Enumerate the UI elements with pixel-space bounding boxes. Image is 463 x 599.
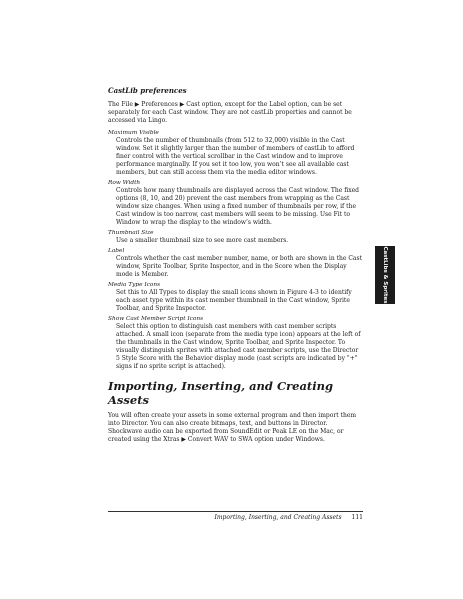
definition-term: Media Type Icons	[108, 282, 161, 288]
definition-description: Controls how many thumbnails are displayed across the Cast window. The fixed options (8, 10, and 20) prevent the cast members from wrapping as the Cast window size changes. When using a fixed number of thumbnails per row, if the Cast window is too narrow, cast members will seem to be missing. Use Fit to Window to wrap the display to the window’s width.	[116, 187, 360, 226]
definition-description: Use a smaller thumbnail size to see more cast members.	[116, 237, 289, 244]
page-content	[108, 86, 363, 448]
definition-item	[108, 315, 363, 371]
definition-description: Controls whether the cast member number, name, or both are shown in the Cast window, Sprite Toolbar, Sprite Inspector, and in the Score when the Display mode is Member.	[116, 255, 362, 278]
body-paragraph: You will often create your assets in some external program and then import them into Director. You can also create bitmaps, text, and buttons in Director. Shockwave audio can be exported from SoundEdit or Peak LE on the Mac, or created using the Xtras ▶ Convert WAV to SWA option under Windows.	[108, 412, 357, 443]
definition-item	[108, 129, 363, 177]
definition-description: Controls the number of thumbnails (from 512 to 32,000) visible in the Cast window. Set it slightly larger than the number of members of castLib to afford finer control with the vertical scrollbar in the Cast window and to improve performance marginally. If you set it too low, you won’t see all available cast members, but can still access them via the media editor windows.	[116, 137, 355, 176]
definition-item	[108, 179, 363, 227]
definition-term: Label	[108, 248, 125, 254]
section-intro: The File ▶ Preferences ▶ Cast option, except for the Label option, can be set separately for each Cast window. They are not castLib properties and cannot be accessed via Lingo.	[108, 101, 352, 124]
definition-item	[108, 247, 363, 279]
definition-item	[108, 281, 363, 313]
footer-rule	[108, 511, 363, 512]
chapter-tab	[375, 246, 395, 304]
section-title: CastLib preferences	[108, 86, 187, 95]
footer-title: Importing, Inserting, and Creating Assets	[214, 514, 342, 521]
definition-term: Show Cast Member Script Icons	[108, 316, 204, 322]
chapter-tab-label: CastLibs & Sprites	[382, 246, 388, 304]
definition-item	[108, 229, 363, 245]
page-number: 111	[351, 514, 363, 521]
definition-description: Set this to All Types to display the small icons shown in Figure 4-3 to identify each asset type within its cast member thumbnail in the Cast window, Sprite Toolbar, and Sprite Inspector.	[116, 289, 352, 312]
definition-term: Thumbnail Size	[108, 230, 154, 236]
definition-description: Select this option to distinguish cast members with cast member scripts attached. A small icon (separate from the media type icon) appears at the left of the thumbnails in the Cast window, Sprite Toolbar, and Sprite Inspector. To visually distinguish sprites with attached cast member scripts, use the Director 5 Style Score with the Behavior display mode (cast scripts are indicated by "+" signs if no sprite script is attached).	[116, 323, 361, 370]
definition-term: Row Width	[108, 180, 141, 186]
page-footer	[214, 514, 363, 522]
section-heading: Importing, Inserting, and Creating Assets	[108, 379, 334, 407]
definition-term: Maximum Visible	[108, 130, 159, 136]
